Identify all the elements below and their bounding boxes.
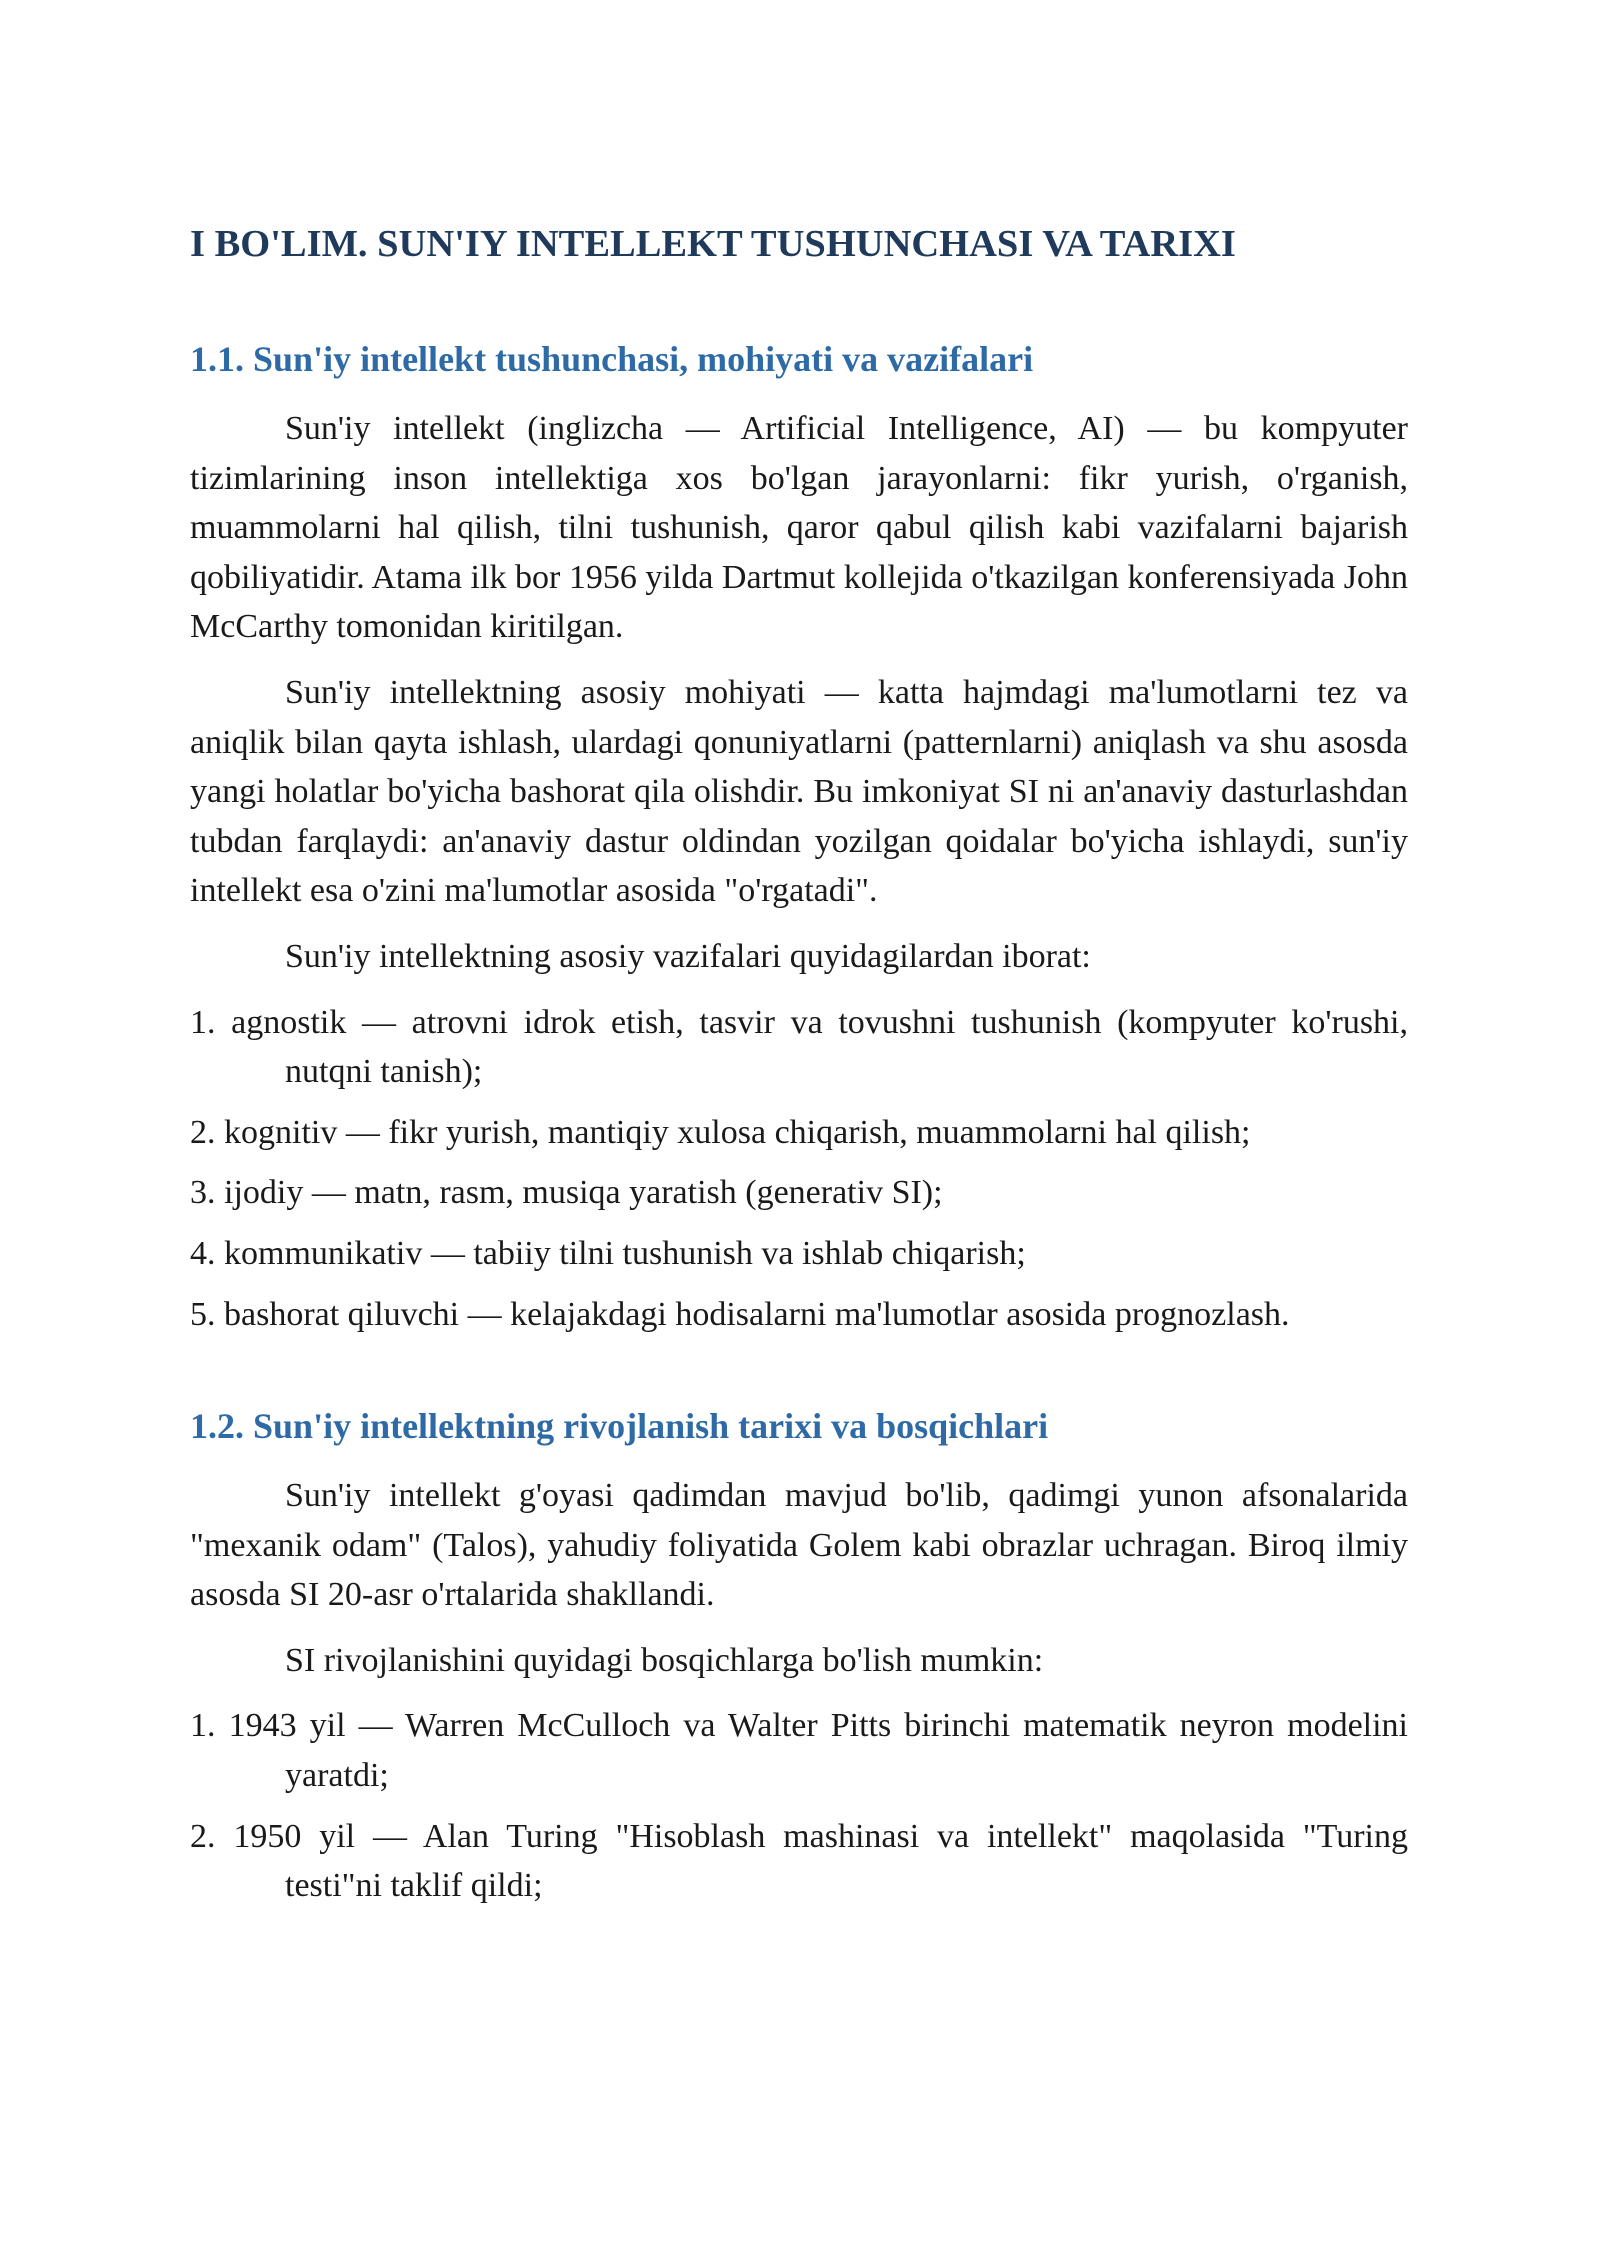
list-item-number: 2. [190, 1817, 216, 1855]
list-item [190, 1168, 1408, 1218]
list-item-number: 5. [190, 1295, 216, 1333]
section-title-1-2: 1.2. Sun'iy intellektning rivojlanish tarixi va bosqichlari [190, 1406, 1049, 1447]
list-item-number: 2. [190, 1113, 216, 1151]
list-item-text: agnostik — atrovni idrok etish, tasvir va tovushni tushunish (kompyuter ko'rushi, nutqni tanish); [231, 1003, 1408, 1091]
section2-paragraph: SI rivojlanishini quyidagi bosqichlarga bo'lish mumkin: [285, 1641, 1044, 1679]
list-item [190, 1812, 1408, 1911]
section-title-1-1: 1.1. Sun'iy intellekt tushunchasi, mohiyati va vazifalari [190, 339, 1034, 379]
section1-paragraph: Sun'iy intellektning asosiy vazifalari quyidagilardan iborat: [285, 937, 1091, 975]
list-item-number: 1. [190, 1707, 216, 1745]
list-item [190, 1701, 1408, 1800]
section1-task-list [190, 998, 1408, 1340]
list-item-number: 1. [190, 1003, 216, 1041]
section2-paragraph: Sun'iy intellekt g'oyasi qadimdan mavjud bo'lib, qadimgi yunon afsonalarida "mexanik odam" (Talos), yahudiy foliyatida Golem kabi obrazlar uchragan. Biroq ilmiy asosda SI 20-asr o'rtalarida shakllandi. [190, 1477, 1408, 1614]
list-item-text: 1950 yil — Alan Turing "Hisoblash mashinasi va intellekt" maqolasida "Turing testi"ni taklif qildi; [233, 1817, 1408, 1905]
section1-paragraph: Sun'iy intellektning asosiy mohiyati — katta hajmdagi ma'lumotlarni tez va aniqlik bilan qayta ishlash, ulardagi qonuniyatlarni (patternlarni) aniqlash va shu asosda yangi holatlar bo'yicha bashorat qila olishdir. Bu imkoniyat SI ni an'anaviy dasturlashdan tubdan farqlaydi: an'anaviy dastur oldindan yozilgan qoidalar bo'yicha ishlaydi, sun'iy intellekt esa o'zini ma'lumotlar asosida "o'rgatadi". [190, 673, 1408, 910]
document-page [190, 215, 1408, 1922]
list-item-text: 1943 yil — Warren McCulloch va Walter Pitts birinchi matematik neyron modelini yaratdi; [228, 1707, 1409, 1795]
list-item-text: kognitiv — fikr yurish, mantiqiy xulosa chiqarish, muammolarni hal qilish; [224, 1113, 1251, 1151]
chapter-title: I BO'LIM. SUN'IY INTELLEKT TUSHUNCHASI VA TARIXI [190, 223, 1236, 265]
section1-paragraph: Sun'iy intellekt (inglizcha — Artificial Intelligence, AI) — bu kompyuter tizimlarining inson intellektiga xos bo'lgan jarayonlarni: fikr yurish, o'rganish, muammolarni hal qilish, tilni tushunish, qaror qabul qilish kabi vazifalarni bajarish qobiliyatidir. Atama ilk bor 1956 yilda Dartmut kollejida o'tkazilgan konferensiyada John McCarthy tomonidan kiritilgan. [190, 410, 1408, 646]
list-item-text: bashorat qiluvchi — kelajakdagi hodisalarni ma'lumotlar asosida prognozlash. [224, 1295, 1290, 1333]
section2-history-list [190, 1701, 1408, 1910]
list-item [190, 1108, 1408, 1158]
list-item-text: kommunikativ — tabiiy tilni tushunish va ishlab chiqarish; [224, 1234, 1026, 1272]
list-item [190, 1290, 1408, 1340]
list-item [190, 998, 1408, 1097]
list-item-number: 3. [190, 1174, 216, 1212]
list-item [190, 1229, 1408, 1279]
list-item-number: 4. [190, 1234, 216, 1272]
list-item-text: ijodiy — matn, rasm, musiqa yaratish (generativ SI); [224, 1174, 943, 1212]
